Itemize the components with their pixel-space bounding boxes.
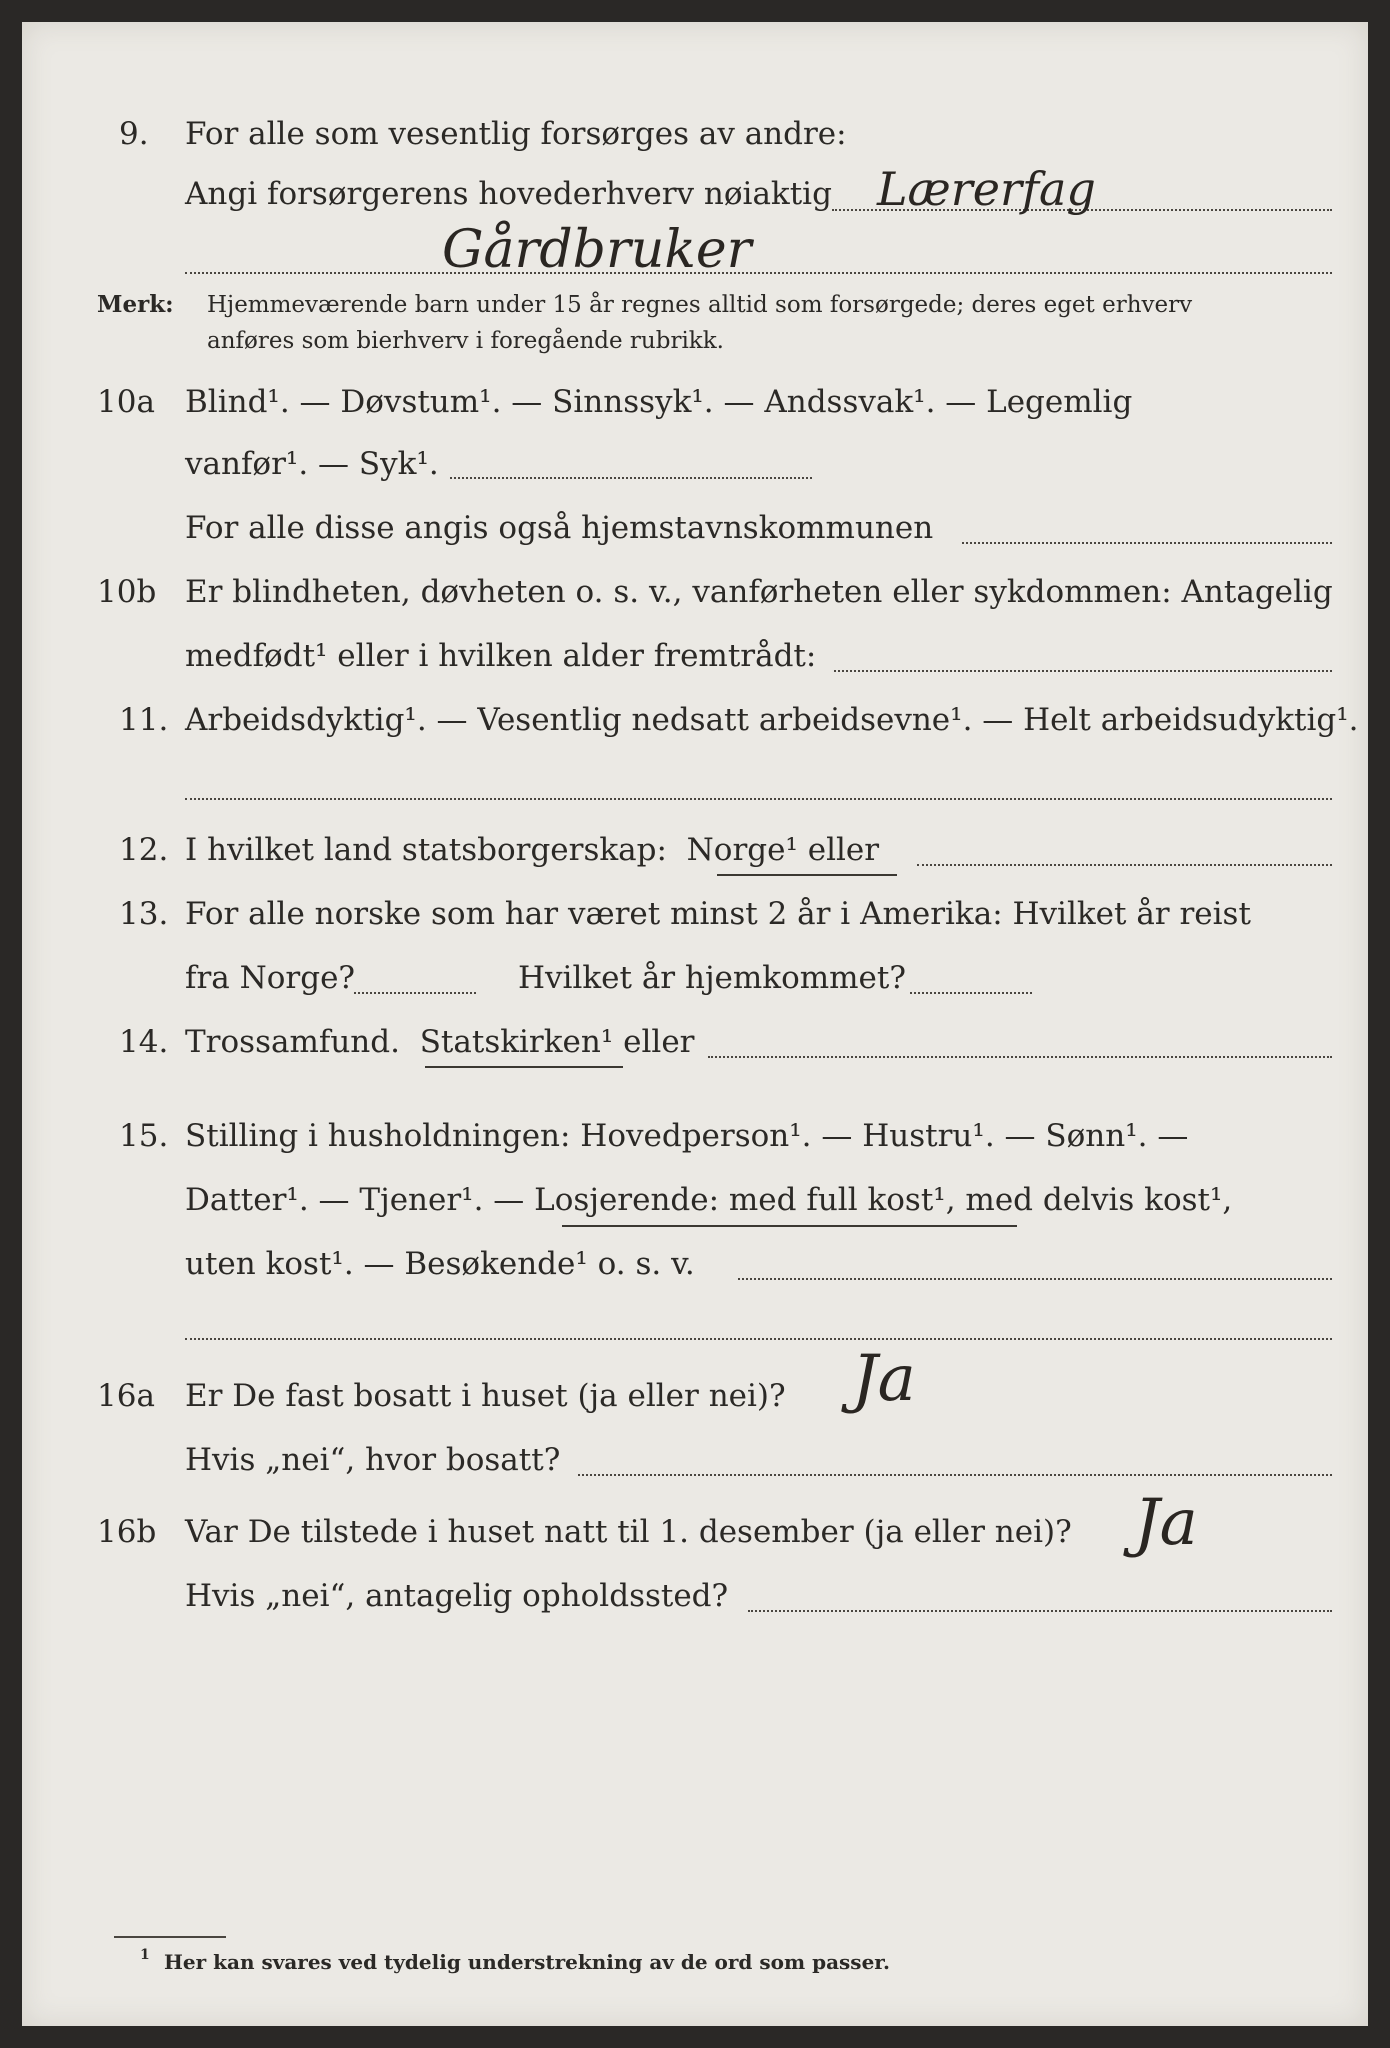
q14-handwritten-underline [425,1066,623,1068]
q13-line2b: Hvilket år hjemkommet? [518,960,906,996]
merk-line1: Hjemmeværende barn under 15 år regnes alltid som forsørgede; deres eget erhverv [207,292,1193,318]
q10a-line3: For alle disse angis også hjemstavnskommunen [185,510,934,546]
q15-line2a: Datter¹. — Tjener¹. — [185,1182,525,1218]
q11-number: 11. [119,702,169,738]
q9-number: 9. [119,116,149,152]
q10b-number: 10b [97,574,157,610]
q15-option-losjerende-full-kost[interactable]: Losjerende: med full kost¹ [534,1182,946,1218]
q15-line2 [185,1180,1232,1220]
q12-label: I hvilket land statsborgerskap: [185,832,667,868]
q9-answer-line2[interactable] [185,272,1332,274]
q14-answer-line[interactable] [708,1056,1332,1058]
q10a-line2: vanfør¹. — Syk¹. [185,446,439,482]
q10a-line1: Blind¹. — Døvstum¹. — Sinnssyk¹. — Andssvak¹. — Legemlig [185,384,1133,420]
q10a-answer-line[interactable] [450,477,812,479]
q16b-line2: Hvis „nei“, antagelig opholdssted? [185,1578,729,1614]
q13-line1: For alle norske som har været minst 2 år i Amerika: Hvilket år reist [185,896,1251,932]
q16a-number: 16a [97,1378,155,1414]
q11-line1: Arbeidsdyktig¹. — Vesentlig nedsatt arbeidsevne¹. — Helt arbeidsudyktig¹. [185,702,1359,738]
q12-text [185,830,879,870]
q10a-kommune-line[interactable] [962,542,1332,544]
q9-line1: For alle som vesentlig forsørges av andre: [185,116,847,152]
q10a-number: 10a [97,384,155,420]
q12-handwritten-underline [717,874,897,876]
q12-answer-line[interactable] [917,864,1332,866]
q14-option-statskirken[interactable]: Statskirken¹ [419,1024,614,1060]
q14-tail: eller [623,1024,695,1060]
q10b-answer-line[interactable] [834,670,1332,672]
q12-number: 12. [119,832,169,868]
q10b-line1: Er blindheten, døvheten o. s. v., vanførheten eller sykdommen: Antagelig [185,574,1333,610]
q16a-line1: Er De fast bosatt i huset (ja eller nei)? [185,1378,786,1414]
q16a-handwritten-answer: Ja [852,1342,916,1416]
q9-handwritten-answer-part2: Gårdbruker [442,220,752,280]
q15-line3: uten kost¹. — Besøkende¹ o. s. v. [185,1246,695,1282]
q16a-answer-line[interactable] [578,1474,1332,1476]
footnote-text: Her kan svares ved tydelig understrekning av de ord som passer. [164,1950,890,1974]
q13-year-left-line[interactable] [354,992,476,994]
q10b-line2: medfødt¹ eller i hvilken alder fremtrådt: [185,638,817,674]
q15-handwritten-underline [562,1225,1017,1227]
q13-line2a: fra Norge? [185,960,356,996]
q16a-line2: Hvis „nei“, hvor bosatt? [185,1442,561,1478]
q15-answer-line[interactable] [738,1278,1332,1280]
merk-note [97,288,174,322]
q9-handwritten-answer-part1: Lærerfag [877,162,1096,216]
q16b-line1: Var De tilstede i huset natt til 1. desember (ja eller nei)? [185,1514,1072,1550]
q16b-answer-line[interactable] [748,1610,1332,1612]
q14-label: Trossamfund. [185,1024,400,1060]
q9-line2: Angi forsørgerens hovederhverv nøiaktig [185,176,832,212]
q15-line1: Stilling i husholdningen: Hovedperson¹. — Hustru¹. — Sønn¹. — [185,1118,1189,1154]
q13-year-returned-line[interactable] [910,992,1032,994]
q13-number: 13. [119,896,169,932]
q16b-handwritten-answer: Ja [1134,1486,1198,1560]
q14-text [185,1022,694,1062]
merk-line2: anføres som bierhverv i foregående rubrikk. [207,328,724,354]
footnote-rule [114,1936,226,1938]
footnote-mark: 1 [140,1947,150,1963]
merk-label: Merk: [97,291,174,318]
q12-option-norge[interactable]: Norge¹ [686,832,798,868]
q15-extra-line[interactable] [185,1338,1332,1340]
q15-number: 15. [119,1118,169,1154]
q15-line2c: , med delvis kost¹, [945,1182,1233,1218]
q16b-number: 16b [97,1514,157,1550]
q12-tail: eller [807,832,880,868]
q11-answer-line[interactable] [185,798,1332,800]
q14-number: 14. [119,1024,169,1060]
census-form-page [22,22,1368,2026]
